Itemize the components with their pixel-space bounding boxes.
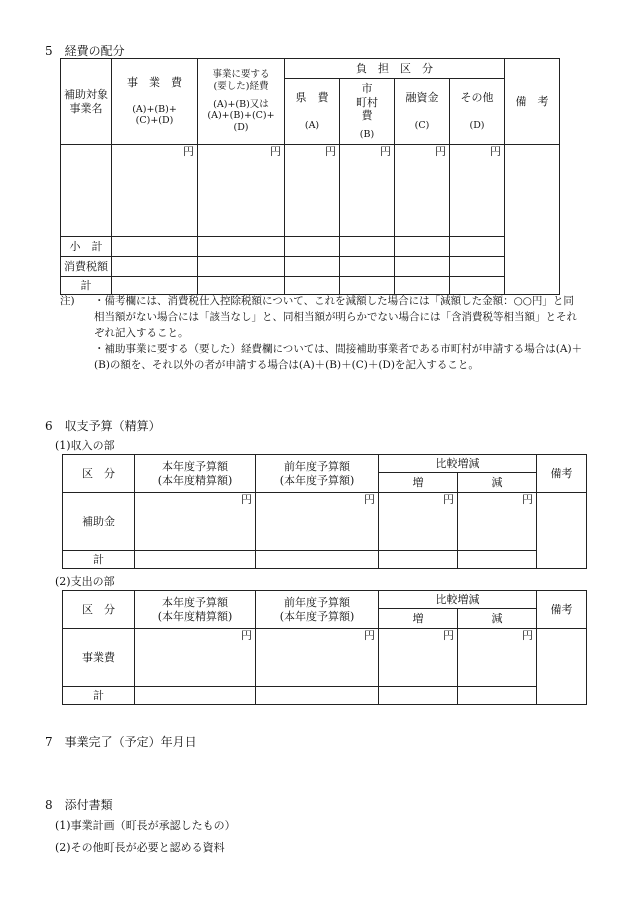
cell-yen: 円 [340, 145, 395, 237]
header-prefectural-code: (A) [304, 120, 320, 132]
header-municipal-label: 市 町村 費 [356, 81, 389, 123]
header-burden-category: 負 担 区 分 [285, 59, 505, 79]
notes-label: 注) [60, 295, 75, 307]
cell-yen: 円 [458, 629, 537, 687]
row-total: 計 [61, 277, 112, 295]
section-6-title: 6 収支予算（精算） [45, 419, 161, 433]
header-loan-code: (C) [414, 120, 430, 132]
row-project-cost: 事業費 [63, 629, 135, 687]
section-8-title: 8 添付書類 [45, 798, 113, 812]
header-remarks: 備考 [537, 455, 587, 493]
cell-project-name [61, 145, 112, 237]
header-required-cost [198, 59, 285, 145]
header-required-cost-formula: (A)+(B)又は(A)+(B)+(C)+(D) [207, 98, 275, 134]
header-current-budget [135, 591, 256, 629]
cell-yen: 円 [198, 145, 285, 237]
header-current-budget-label: 本年度予算額(本年度精算額) [157, 459, 233, 487]
row-consumption-tax: 消費税額 [61, 257, 112, 277]
header-project-cost [112, 59, 198, 145]
header-other [450, 79, 505, 145]
header-decrease: 減 [458, 609, 537, 629]
header-category: 区 分 [63, 455, 135, 493]
cell-yen: 円 [379, 629, 458, 687]
header-previous-budget [256, 455, 379, 493]
cell-yen: 円 [458, 493, 537, 551]
cell-yen: 円 [450, 145, 505, 237]
header-prefectural-label: 県 費 [295, 90, 329, 104]
expense-budget-table [62, 590, 587, 705]
header-other-code: (D) [469, 120, 485, 132]
header-previous-budget-label: 前年度予算額(本年度予算額) [279, 595, 355, 623]
expense-section-title: (2)支出の部 [55, 575, 115, 588]
cell-remarks [505, 145, 560, 295]
header-remarks: 備考 [537, 591, 587, 629]
header-municipal [340, 79, 395, 145]
cell-yen: 円 [256, 493, 379, 551]
cell-yen: 円 [285, 145, 340, 237]
row-subsidy: 補助金 [63, 493, 135, 551]
header-remarks: 備 考 [505, 59, 560, 145]
cell-yen: 円 [379, 493, 458, 551]
header-decrease: 減 [458, 473, 537, 493]
attachment-item-2: (2)その他町長が必要と認める資料 [55, 841, 225, 854]
note-required-cost: ・補助事業に要する（要した）経費欄については、間接補助事業者である市町村が申請する場合は(A)＋(B)の額を、それ以外の者が申請する場合は(A)＋(B)＋(C)＋(D)を記入すること。 [94, 343, 583, 371]
income-section-title: (1)収入の部 [55, 439, 115, 452]
header-increase: 増 [379, 473, 458, 493]
row-subtotal: 小 計 [61, 237, 112, 257]
header-prefectural [285, 79, 340, 145]
attachment-item-1: (1)事業計画（町長が承認したもの） [55, 819, 236, 832]
cell-yen: 円 [135, 629, 256, 687]
header-other-label: その他 [460, 90, 494, 104]
income-budget-table [62, 454, 587, 569]
header-current-budget [135, 455, 256, 493]
cell-yen: 円 [395, 145, 450, 237]
header-project-cost-label: 事 業 費 [127, 75, 182, 89]
header-increase: 増 [379, 609, 458, 629]
cell-yen: 円 [112, 145, 198, 237]
header-category: 区 分 [63, 591, 135, 629]
section-7-title: 7 事業完了（予定）年月日 [45, 735, 197, 749]
header-loan [395, 79, 450, 145]
cell-yen: 円 [135, 493, 256, 551]
header-previous-budget [256, 591, 379, 629]
cell-yen: 円 [256, 629, 379, 687]
header-target-project-label: 補助対象事業名 [64, 87, 108, 115]
header-previous-budget-label: 前年度予算額(本年度予算額) [279, 459, 355, 487]
expense-allocation-table [60, 58, 560, 295]
note-remarks-tax: ・備考欄には、消費税仕入控除税額について、これを減額した場合には「減額した金額：○○円」と同相当額がない場合には「該当なし」と、同相当額が明らかでない場合には「含消費税等相当額」とそれぞれ記入すること。 [94, 295, 577, 339]
header-comparison: 比較増減 [379, 455, 537, 473]
header-required-cost-label: 事業に要する(要した)経費 [212, 68, 270, 92]
section-5-title: 5 経費の配分 [45, 44, 125, 58]
header-project-cost-formula: (A)+(B)+(C)+(D) [132, 103, 177, 127]
header-comparison: 比較増減 [379, 591, 537, 609]
header-loan-label: 融資金 [405, 90, 439, 104]
row-total: 計 [63, 551, 135, 569]
header-target-project [61, 59, 112, 145]
header-municipal-code: (B) [359, 129, 375, 141]
header-current-budget-label: 本年度予算額(本年度精算額) [157, 595, 233, 623]
row-total: 計 [63, 687, 135, 705]
